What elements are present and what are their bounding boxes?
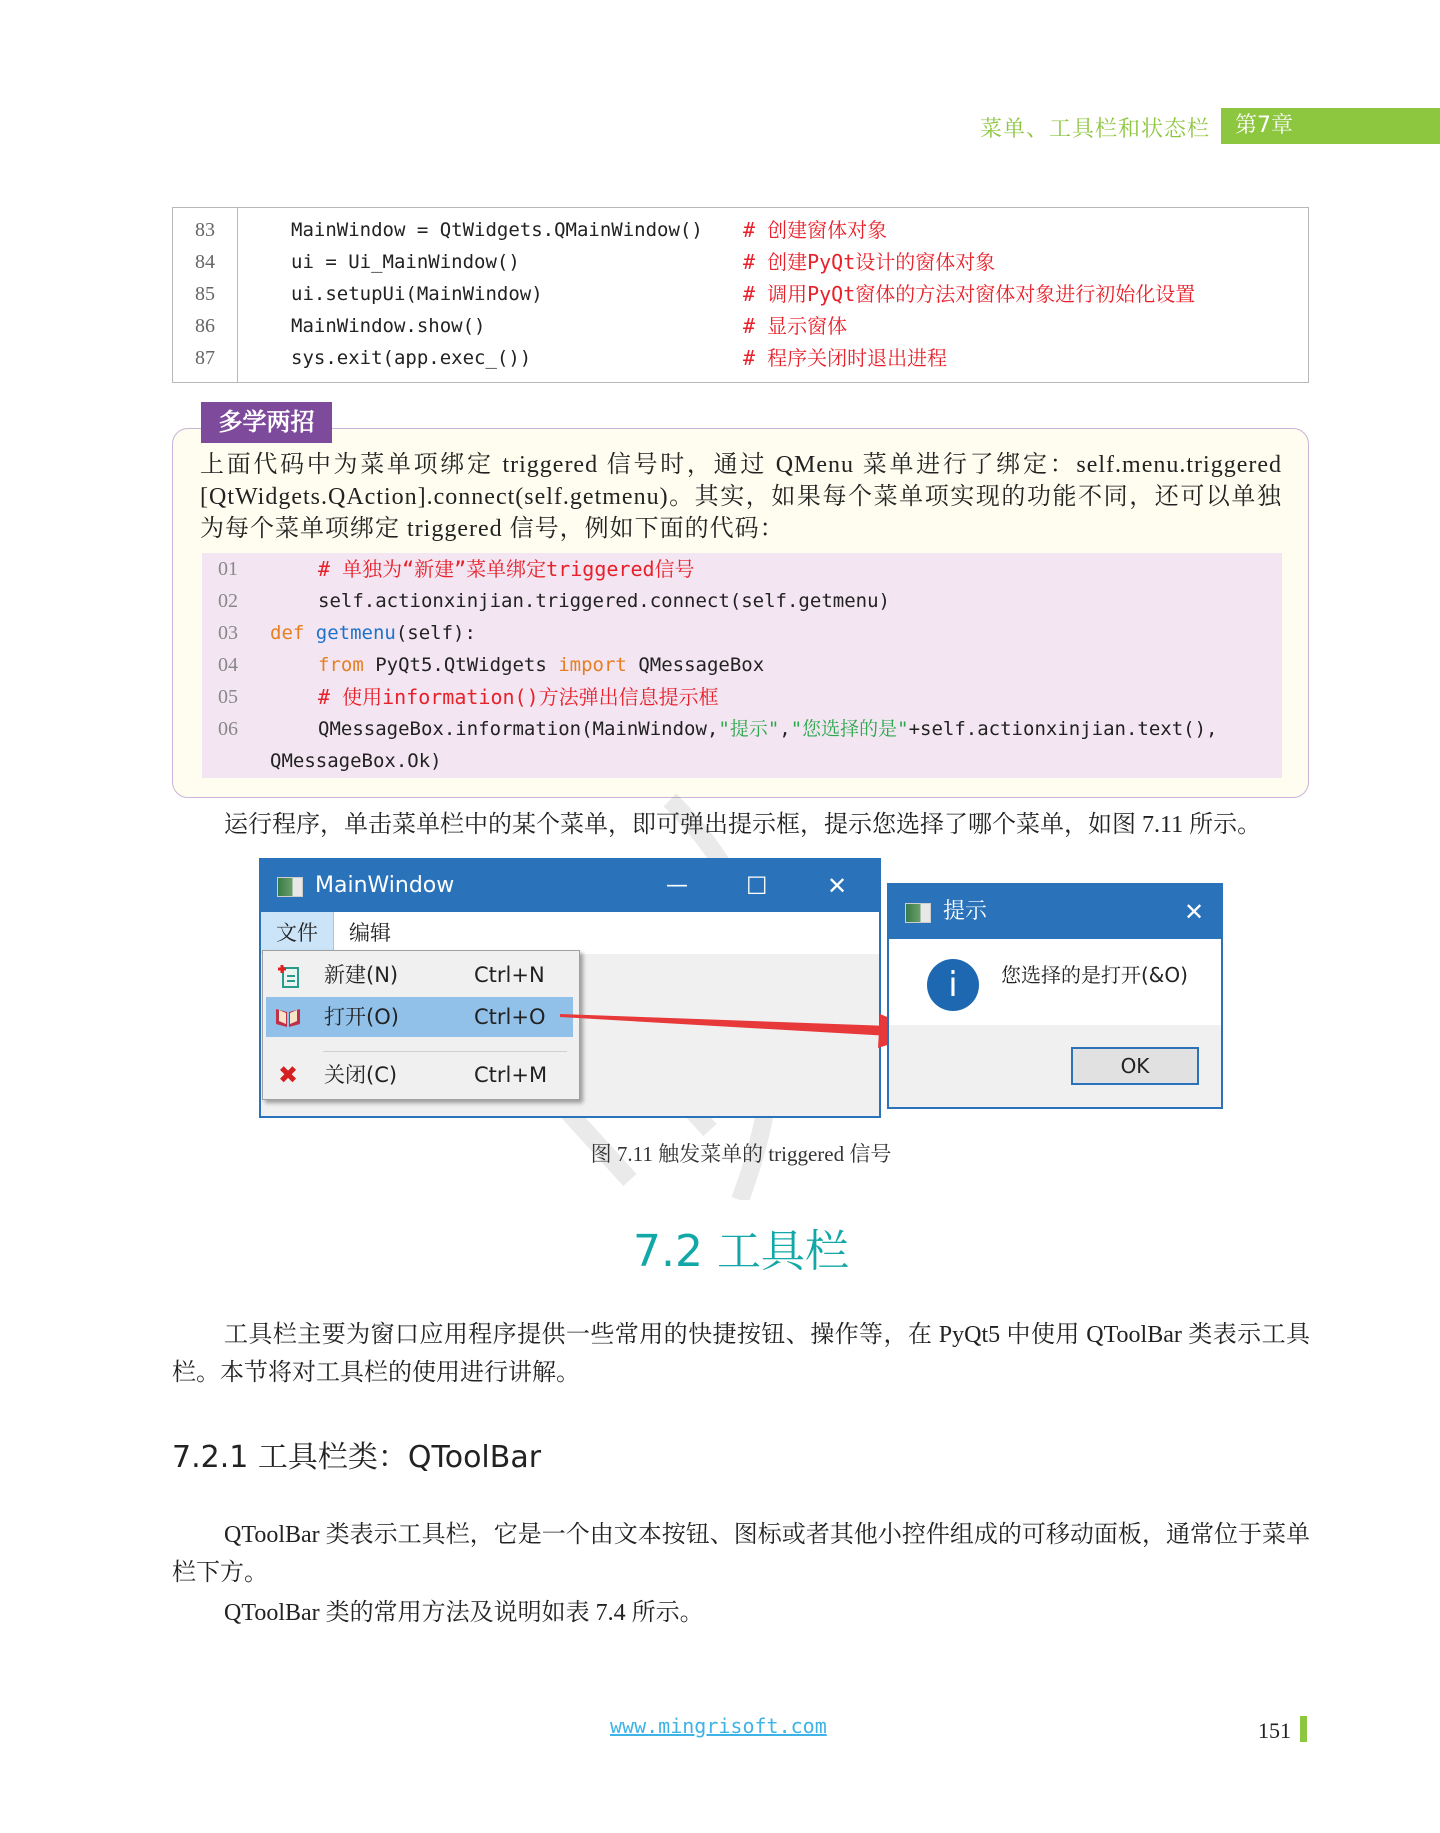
menu-separator <box>323 1051 567 1052</box>
menu-item-new[interactable] <box>266 955 573 995</box>
window-icon <box>905 903 931 923</box>
close-button[interactable]: ✕ <box>827 872 848 900</box>
new-file-icon <box>276 963 302 989</box>
code-comment: # 创建窗体对象 <box>743 218 888 242</box>
subsection-title: 7.2.1 工具栏类：QToolBar <box>172 1440 542 1475</box>
code-comment: # 显示窗体 <box>743 314 848 338</box>
code-text: , <box>779 718 791 740</box>
open-book-icon <box>274 1005 302 1029</box>
line-number: 84 <box>195 251 215 273</box>
tip-code-block <box>202 553 1282 778</box>
file-dropdown-menu <box>262 950 580 1100</box>
menu-file[interactable]: 文件 <box>261 912 334 954</box>
ok-button[interactable]: OK <box>1071 1047 1199 1085</box>
menu-item-open[interactable] <box>266 997 573 1037</box>
dialog-body <box>889 939 1221 1025</box>
code-text: QMessageBox.information(MainWindow, <box>318 718 719 740</box>
line-number: 85 <box>195 283 215 305</box>
run-paragraph: 运行程序，单击菜单栏中的某个菜单，即可弹出提示框，提示您选择了哪个菜单，如图 7.11 所示。 <box>224 812 1262 838</box>
code-comment: # 创建PyQt设计的窗体对象 <box>743 250 996 274</box>
tip-text: 上面代码中为菜单项绑定 triggered 信号时，通过 QMenu 菜单进行了绑定：self.menu.triggered [QtWidgets.QAction].connect(self.getmenu)。其实，如果每个菜单项实现的功能不同，还可以单独为每个菜单项绑定 triggered 信号，例如下面的代码： <box>200 452 1282 542</box>
dialog-close-button[interactable]: ✕ <box>1184 898 1205 926</box>
function-name: getmenu <box>315 622 396 644</box>
code-text: PyQt5.QtWidgets <box>363 654 559 676</box>
menu-item-shortcut: Ctrl+O <box>474 1005 546 1029</box>
menu-item-label: 关闭(C) <box>324 1063 398 1087</box>
code-line <box>318 713 1217 745</box>
window-title: MainWindow <box>315 873 455 898</box>
menu-item-shortcut: Ctrl+M <box>474 1063 548 1087</box>
info-icon: i <box>927 959 979 1011</box>
main-window-titlebar <box>261 860 879 912</box>
chapter-badge: 第7章 <box>1221 108 1440 144</box>
line-number: 86 <box>195 315 215 337</box>
dialog-message: 您选择的是打开(&O) <box>1001 963 1188 987</box>
maximize-button[interactable]: ☐ <box>746 872 768 900</box>
code-line: ui.setupUi(MainWindow) <box>291 283 543 305</box>
line-number: 02 <box>218 590 238 612</box>
menu-bar <box>261 912 879 954</box>
code-block-main <box>172 207 1309 383</box>
line-number: 01 <box>218 558 238 580</box>
close-x-icon: ✖ <box>278 1061 299 1089</box>
page-number: 151 <box>1258 1718 1291 1743</box>
dialog-title: 提示 <box>943 899 988 924</box>
code-line: self.actionxinjian.triggered.connect(self.getmenu) <box>318 590 890 612</box>
footer-link[interactable]: www.mingrisoft.com <box>610 1714 827 1738</box>
line-number: 03 <box>218 622 238 644</box>
minimize-button[interactable]: — <box>666 873 688 898</box>
code-text: (self): <box>395 622 476 644</box>
menu-edit[interactable]: 编辑 <box>349 921 391 945</box>
code-line <box>270 617 476 649</box>
dialog-titlebar <box>889 885 1221 939</box>
code-comment: # 程序关闭时退出进程 <box>743 346 948 370</box>
subsection-paragraph-2: QToolBar 类的常用方法及说明如表 7.4 所示。 <box>224 1600 704 1626</box>
code-text: +self.actionxinjian.text(), <box>908 718 1218 740</box>
running-header-title: 菜单、工具栏和状态栏 <box>980 117 1211 142</box>
keyword-from: from <box>318 654 364 676</box>
menu-item-label: 打开(O) <box>324 1005 399 1029</box>
code-line: MainWindow.show() <box>291 315 486 337</box>
menu-item-label: 新建(N) <box>324 963 399 987</box>
code-comment: # 调用PyQt窗体的方法对窗体对象进行初始化设置 <box>743 282 1196 306</box>
section-intro-paragraph: 工具栏主要为窗口应用程序提供一些常用的快捷按钮、操作等，在 PyQt5 中使用 QToolBar 类表示工具栏。本节将对工具栏的使用进行讲解。 <box>172 1322 1310 1386</box>
message-dialog <box>887 883 1223 1109</box>
code-line: sys.exit(app.exec_()) <box>291 347 532 369</box>
line-number: 87 <box>195 347 215 369</box>
string-literal: "您选择的是" <box>790 718 909 740</box>
code-line: ui = Ui_MainWindow() <box>291 251 520 273</box>
line-number: 05 <box>218 686 238 708</box>
tip-badge: 多学两招 <box>201 402 332 443</box>
menu-item-close[interactable] <box>266 1055 573 1095</box>
keyword-import: import <box>558 654 627 676</box>
code-comment: # 使用information()方法弹出信息提示框 <box>318 685 719 709</box>
code-line: MainWindow = QtWidgets.QMainWindow() <box>291 219 703 241</box>
line-number: 06 <box>218 718 238 740</box>
figure-caption: 图 7.11 触发菜单的 triggered 信号 <box>590 1142 892 1166</box>
window-icon <box>277 877 303 897</box>
code-line <box>318 649 764 681</box>
subsection-paragraph-1: QToolBar 类表示工具栏，它是一个由文本按钮、图标或者其他小控件组成的可移动面板，通常位于菜单栏下方。 <box>172 1522 1310 1586</box>
menu-item-shortcut: Ctrl+N <box>474 963 545 987</box>
code-line: QMessageBox.Ok) <box>270 750 442 772</box>
string-literal: "提示" <box>718 718 780 740</box>
code-comment: # 单独为“新建”菜单绑定triggered信号 <box>318 557 695 581</box>
page-number-bar <box>1300 1716 1307 1742</box>
red-arrow-icon <box>560 1000 930 1050</box>
code-text: QMessageBox <box>626 654 765 676</box>
section-title: 7.2 工具栏 <box>633 1226 849 1277</box>
line-number: 04 <box>218 654 238 676</box>
line-number: 83 <box>195 219 215 241</box>
keyword-def: def <box>270 622 305 644</box>
